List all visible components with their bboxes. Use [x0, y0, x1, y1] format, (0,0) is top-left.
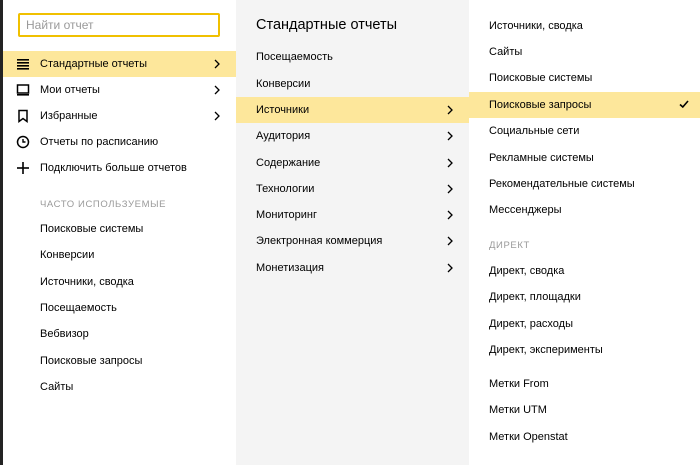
direct-report-item[interactable] — [469, 337, 700, 363]
frequent-item-label: Сайты — [40, 381, 74, 393]
source-report-label: Рекомендательные системы — [489, 178, 635, 190]
frequent-item[interactable] — [3, 348, 236, 374]
report-item-label: Монетизация — [256, 262, 324, 274]
frequent-item-label: Поисковые запросы — [40, 355, 143, 367]
report-item-sources[interactable] — [236, 97, 469, 123]
tags-report-label: Метки From — [489, 378, 549, 390]
direct-report-label: Директ, расходы — [489, 318, 574, 330]
report-item-label: Аудитория — [256, 130, 311, 142]
report-item-ecommerce[interactable] — [236, 228, 469, 254]
source-report-item[interactable] — [469, 118, 700, 144]
section-title-direct: ДИРЕКТ — [489, 240, 530, 251]
menu-item-label: Подключить больше отчетов — [40, 162, 187, 174]
report-item-label: Источники — [256, 104, 310, 116]
source-report-item[interactable] — [469, 171, 700, 197]
menu-item-scheduled-reports[interactable] — [3, 129, 236, 155]
menu-item-label: Избранные — [40, 110, 98, 122]
direct-report-item[interactable] — [469, 258, 700, 284]
sources-reports-panel — [469, 0, 700, 465]
frequent-item[interactable] — [3, 321, 236, 347]
source-report-label: Источники, сводка — [489, 20, 583, 32]
frequent-item-label: Вебвизор — [40, 328, 89, 340]
tags-report-label: Метки UTM — [489, 404, 547, 416]
direct-report-item[interactable] — [469, 311, 700, 337]
chevron-right-icon — [445, 128, 455, 144]
report-item-label: Конверсии — [256, 78, 311, 90]
chevron-right-icon — [212, 82, 222, 98]
chevron-right-icon — [445, 155, 455, 171]
report-item-label: Электронная коммерция — [256, 235, 383, 247]
tags-report-label: Метки Openstat — [489, 431, 568, 443]
menu-item-my-reports[interactable] — [3, 77, 236, 103]
report-item-label: Содержание — [256, 157, 321, 169]
source-report-label: Поисковые запросы — [489, 99, 592, 111]
chevron-right-icon — [445, 207, 455, 223]
menu-item-standard-reports[interactable] — [3, 51, 236, 77]
source-report-item[interactable] — [469, 197, 700, 223]
frequent-item-label: Конверсии — [40, 249, 95, 261]
chevron-right-icon — [212, 108, 222, 124]
report-item-label: Посещаемость — [256, 51, 333, 63]
reports-menu-panel — [3, 0, 236, 465]
checkmark-icon — [678, 98, 690, 110]
source-report-item-selected[interactable] — [469, 92, 700, 118]
source-report-item[interactable] — [469, 13, 700, 39]
report-item-label: Технологии — [256, 183, 315, 195]
source-report-item[interactable] — [469, 65, 700, 91]
direct-report-label: Директ, площадки — [489, 291, 581, 303]
source-report-label: Поисковые системы — [489, 72, 593, 84]
source-report-label: Сайты — [489, 46, 523, 58]
frequent-item-label: Посещаемость — [40, 302, 117, 314]
chevron-right-icon — [445, 260, 455, 276]
menu-item-favorites[interactable] — [3, 103, 236, 129]
frequent-item[interactable] — [3, 295, 236, 321]
source-report-item[interactable] — [469, 39, 700, 65]
tags-report-item[interactable] — [469, 424, 700, 450]
source-report-item[interactable] — [469, 145, 700, 171]
chevron-right-icon — [445, 181, 455, 197]
tags-report-item[interactable] — [469, 397, 700, 423]
report-item-technologies[interactable] — [236, 176, 469, 202]
report-item-conversions[interactable] — [236, 71, 469, 97]
chevron-right-icon — [212, 56, 222, 72]
clock-icon — [16, 135, 30, 149]
frequent-item-label: Поисковые системы — [40, 223, 144, 235]
list-icon — [16, 57, 30, 71]
source-report-label: Мессенджеры — [489, 204, 562, 216]
search-input[interactable] — [18, 13, 220, 37]
direct-report-item[interactable] — [469, 284, 700, 310]
frequent-item-label: Источники, сводка — [40, 276, 134, 288]
menu-item-label: Отчеты по расписанию — [40, 136, 159, 148]
frequent-item[interactable] — [3, 269, 236, 295]
menu-item-connect-more-reports[interactable] — [3, 155, 236, 181]
frequent-item[interactable] — [3, 374, 236, 400]
plus-icon — [16, 161, 30, 175]
report-item-content[interactable] — [236, 150, 469, 176]
bookmark-icon — [16, 109, 30, 123]
menu-item-label: Мои отчеты — [40, 84, 100, 96]
report-item-monitoring[interactable] — [236, 202, 469, 228]
chevron-right-icon — [445, 102, 455, 118]
report-item-label: Мониторинг — [256, 209, 318, 221]
report-item-monetization[interactable] — [236, 255, 469, 281]
menu-item-label: Стандартные отчеты — [40, 58, 147, 70]
monitor-icon — [16, 83, 30, 97]
report-item-visits[interactable] — [236, 44, 469, 70]
panel-title: Стандартные отчеты — [256, 17, 398, 33]
standard-reports-panel — [236, 0, 469, 465]
tags-report-item[interactable] — [469, 371, 700, 397]
source-report-label: Социальные сети — [489, 125, 580, 137]
chevron-right-icon — [445, 233, 455, 249]
frequent-item[interactable] — [3, 242, 236, 268]
source-report-label: Рекламные системы — [489, 152, 594, 164]
section-title-frequent: ЧАСТО ИСПОЛЬЗУЕМЫЕ — [40, 199, 167, 210]
direct-report-label: Директ, сводка — [489, 265, 565, 277]
frequent-item[interactable] — [3, 216, 236, 242]
report-item-audience[interactable] — [236, 123, 469, 149]
direct-report-label: Директ, эксперименты — [489, 344, 603, 356]
